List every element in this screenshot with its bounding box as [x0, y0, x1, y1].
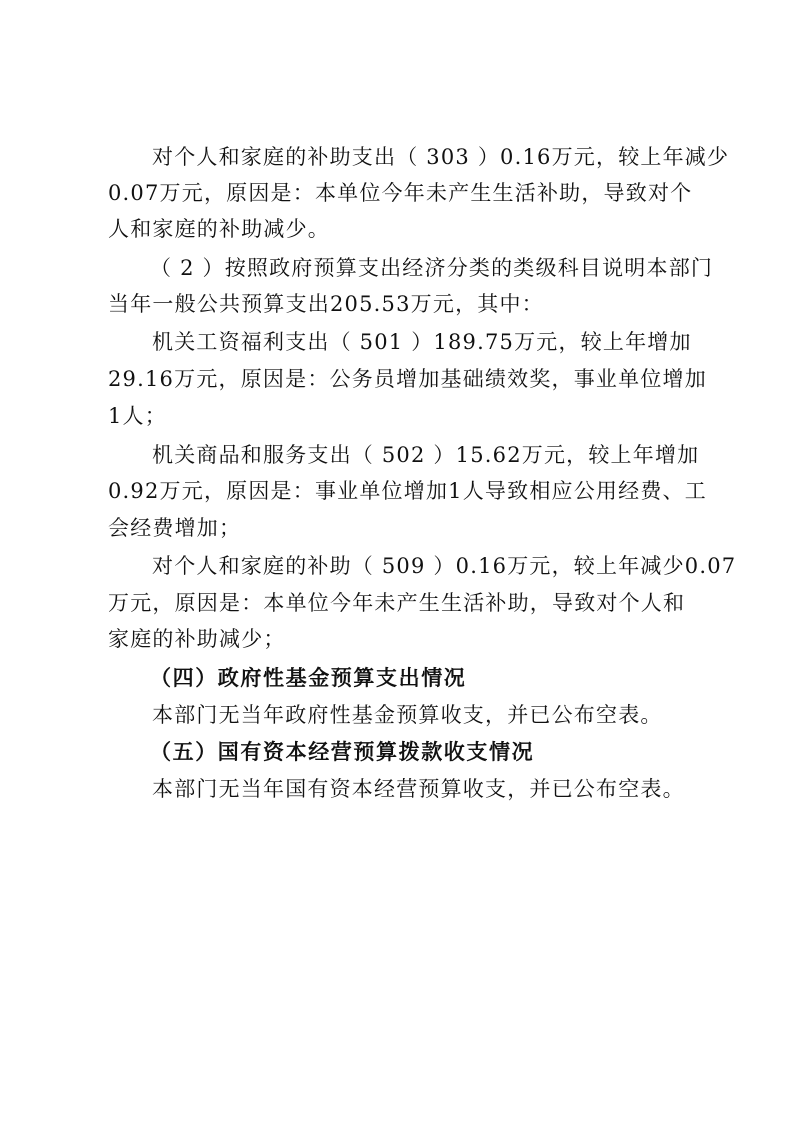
paragraph-5-line-3: 家庭的补助减少；	[108, 627, 286, 651]
paragraph-4-line-2: 0.92万元，原因是：事业单位增加1人导致相应公用经费、工	[108, 479, 707, 503]
paragraph-1-line-3: 人和家庭的补助减少。	[108, 217, 330, 241]
section-4-body: 本部门无当年政府性基金预算收支，并已公布空表。	[152, 703, 663, 727]
section-5-heading: （五）国有资本经营预算拨款收支情况	[150, 739, 535, 764]
paragraph-4-line-3: 会经费增加；	[108, 516, 242, 540]
paragraph-1-line-1: 对个人和家庭的补助支出（ 303 ）0.16万元，较上年减少	[152, 145, 730, 169]
section-4-heading: （四）政府性基金预算支出情况	[150, 665, 467, 690]
paragraph-3-line-3: 1人；	[108, 404, 167, 428]
paragraph-4-line-1: 机关商品和服务支出（ 502 ）15.62万元，较上年增加	[152, 443, 700, 467]
paragraph-3-line-2: 29.16万元，原因是：公务员增加基础绩效奖，事业单位增加	[108, 367, 707, 391]
paragraph-2-line-1: （ 2 ）按照政府预算支出经济分类的类级科目说明本部门	[150, 256, 714, 280]
paragraph-3-line-1: 机关工资福利支出（ 501 ）189.75万元，较上年增加	[152, 330, 692, 354]
paragraph-1-line-2: 0.07万元，原因是：本单位今年未产生生活补助，导致对个	[108, 181, 693, 205]
paragraph-5-line-1: 对个人和家庭的补助（ 509 ）0.16万元，较上年减少0.07	[152, 554, 737, 578]
section-5-body: 本部门无当年国有资本经营预算收支，并已公布空表。	[152, 777, 685, 801]
paragraph-5-line-2: 万元，原因是：本单位今年未产生生活补助，导致对个人和	[108, 591, 686, 615]
paragraph-2-line-2: 当年一般公共预算支出205.53万元，其中：	[108, 292, 544, 316]
